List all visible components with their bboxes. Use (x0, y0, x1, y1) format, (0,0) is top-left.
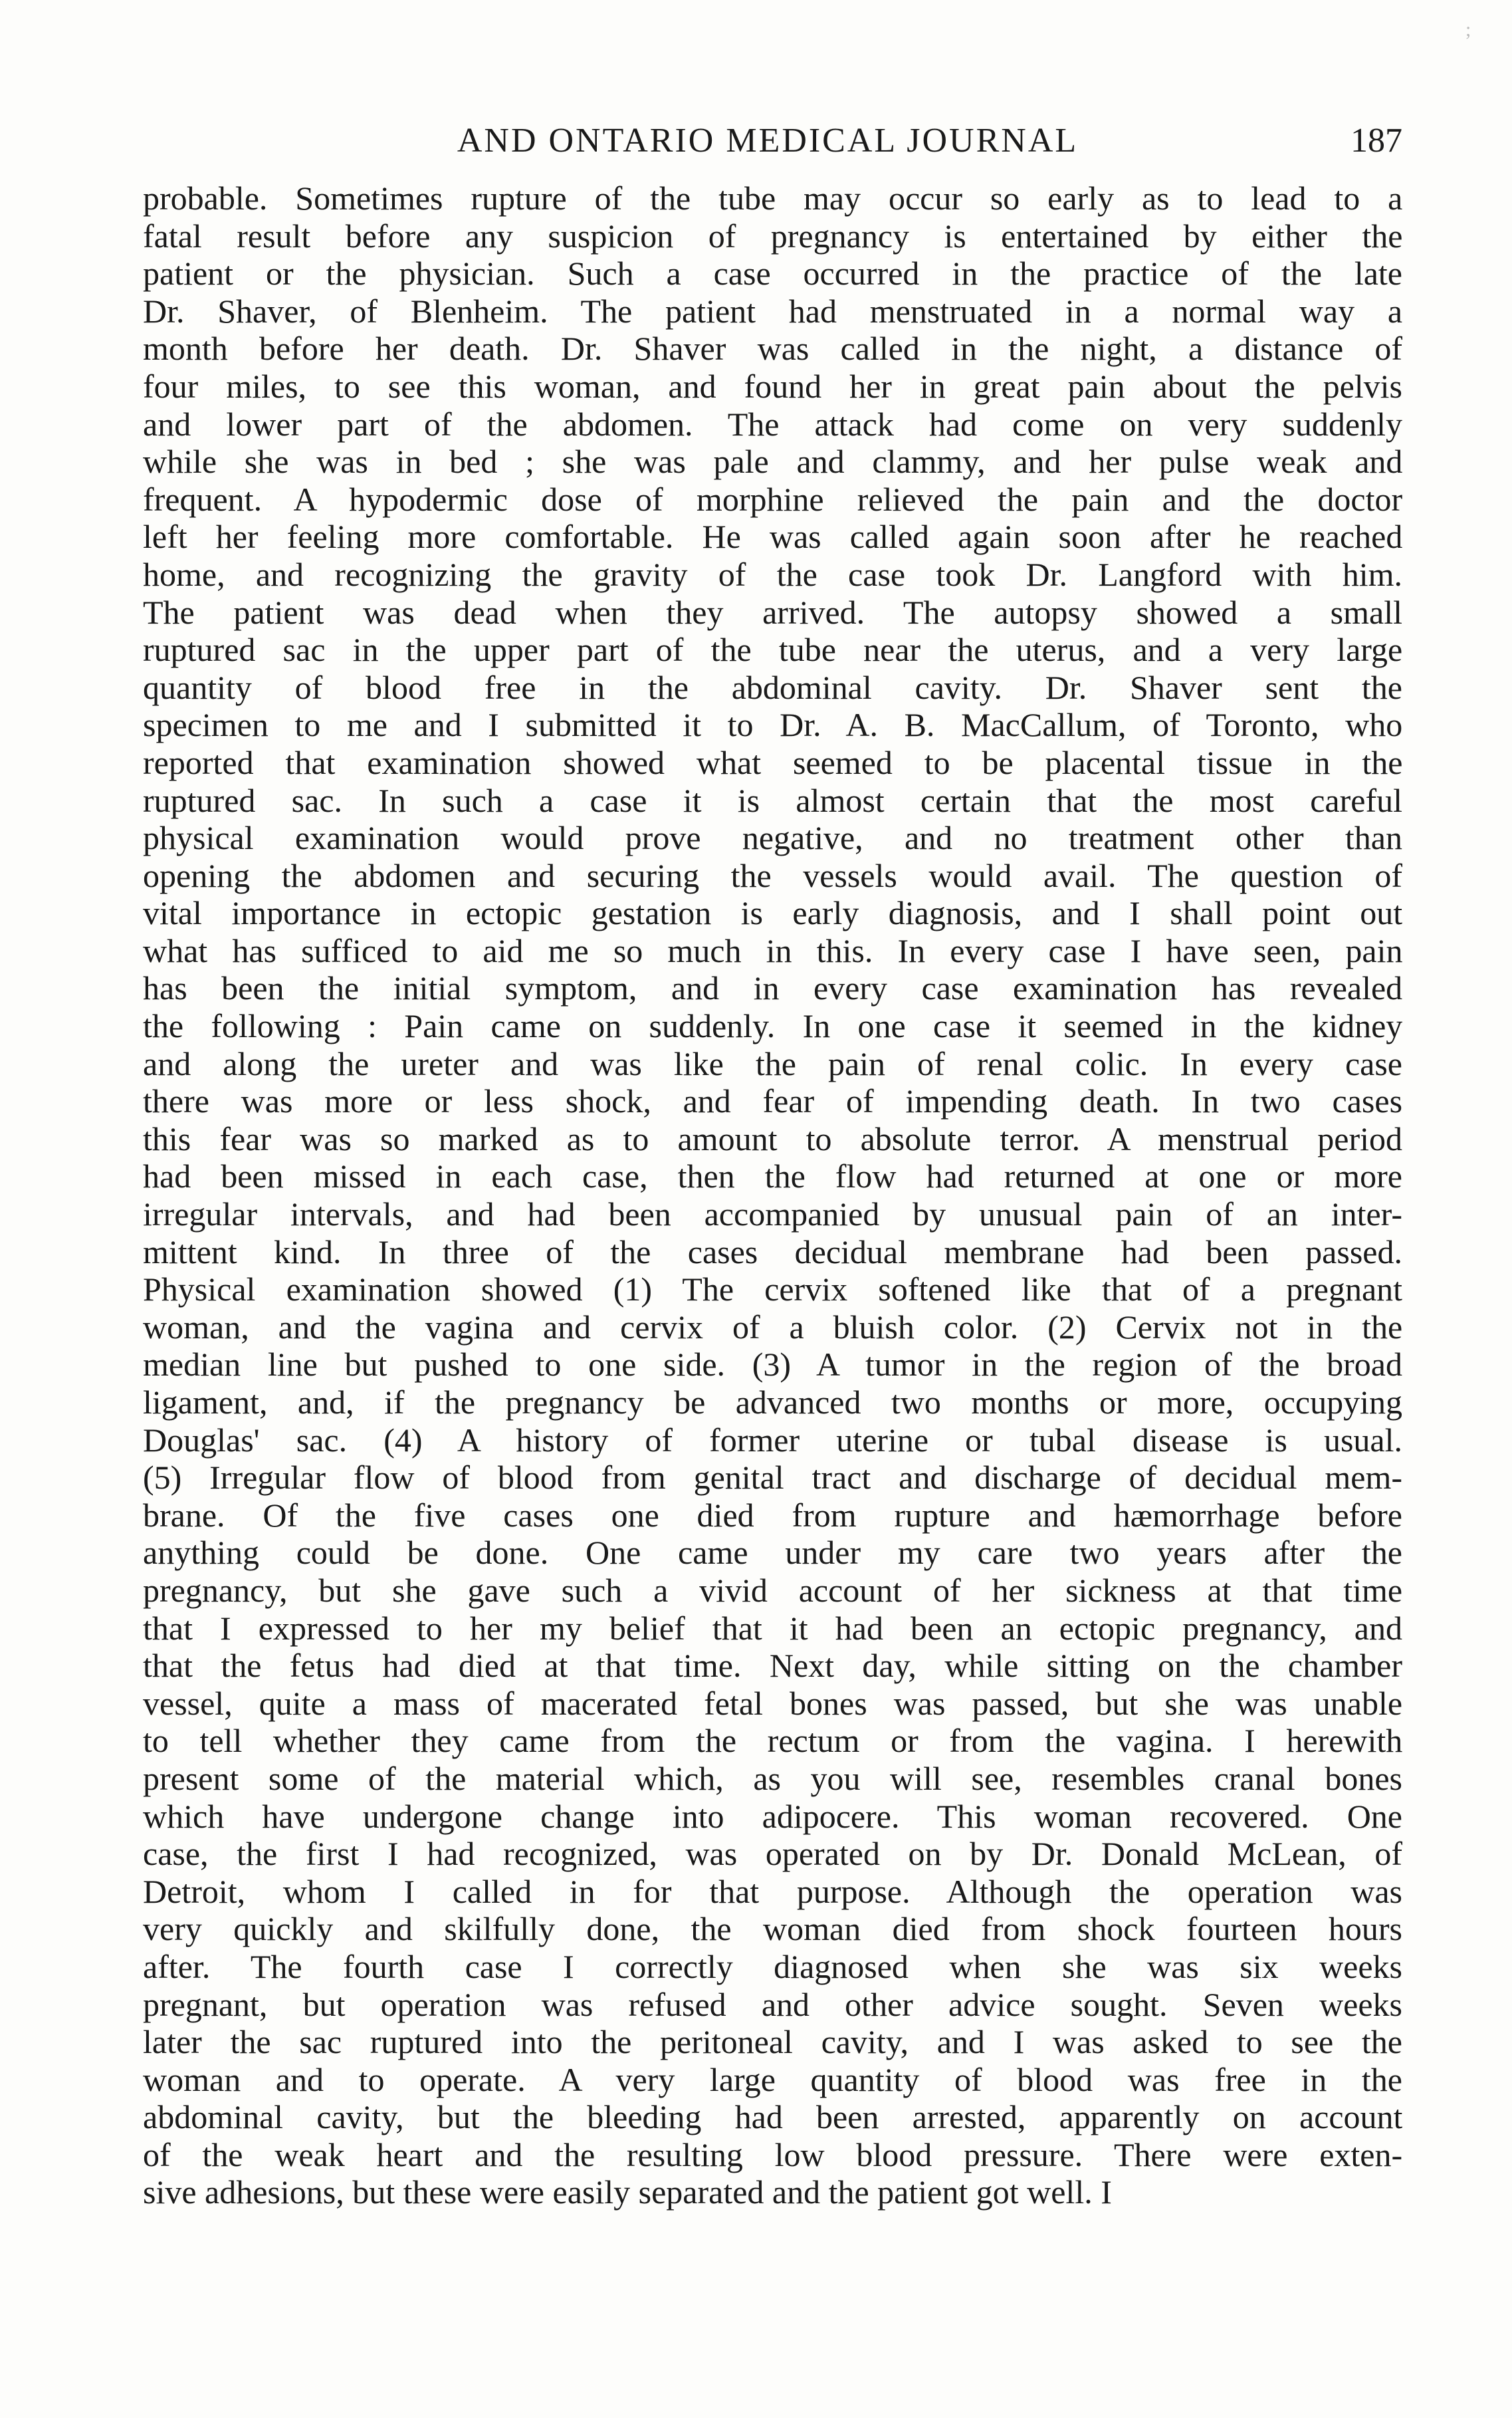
text-line: vital importance in ectopic gestation is early diagnosis, and I shall point out (143, 894, 1402, 932)
text-line: home, and recognizing the gravity of the case took Dr. Langford with him. (143, 555, 1402, 593)
text-line: very quickly and skilfully done, the woman died from shock fourteen hours (143, 1910, 1402, 1948)
text-line: vessel, quite a mass of macerated fetal bones was passed, but she was unable (143, 1684, 1402, 1722)
page-number: 187 (1350, 122, 1402, 160)
text-line: case, the first I had recognized, was operated on by Dr. Donald McLean, of (143, 1835, 1402, 1873)
text-line: four miles, to see this woman, and found her in great pain about the pelvis (143, 367, 1402, 405)
text-line: of the weak heart and the resulting low blood pressure. There were exten- (143, 2135, 1402, 2173)
text-line: pregnant, but operation was refused and other advice sought. Seven weeks (143, 1985, 1402, 2023)
text-line: woman and to operate. A very large quantity of blood was free in the (143, 2060, 1402, 2098)
text-line: opening the abdomen and securing the vessels would avail. The question of (143, 856, 1402, 894)
text-line: fatal result before any suspicion of pregnancy is entertained by either the (143, 217, 1402, 255)
text-line: (5) Irregular flow of blood from genital tract and discharge of decidual mem- (143, 1459, 1402, 1497)
text-line: and along the ureter and was like the pain of renal colic. In every case (143, 1044, 1402, 1082)
text-line: mittent kind. In three of the cases decidual membrane had been passed. (143, 1233, 1402, 1270)
text-line: Detroit, whom I called in for that purpose. Although the operation was (143, 1872, 1402, 1910)
text-line: and lower part of the abdomen. The attack had come on very suddenly (143, 405, 1402, 443)
text-line: this fear was so marked as to amount to absolute terror. A menstrual period (143, 1120, 1402, 1157)
text-line: while she was in bed ; she was pale and clammy, and her pulse weak and (143, 443, 1402, 481)
running-head (133, 114, 1402, 168)
text-line: Dr. Shaver, of Blenheim. The patient had menstruated in a normal way a (143, 292, 1402, 330)
text-line: had been missed in each case, then the flow had returned at one or more (143, 1157, 1402, 1195)
text-line: ruptured sac. In such a case it is almost certain that the most careful (143, 781, 1402, 819)
journal-title: AND ONTARIO MEDICAL JOURNAL (457, 122, 1079, 160)
text-line: pregnancy, but she gave such a vivid account of her sickness at that time (143, 1571, 1402, 1609)
text-line: that I expressed to her my belief that it had been an ectopic pregnancy, and (143, 1609, 1402, 1647)
text-line: the following : Pain came on suddenly. In one case it seemed in the kidney (143, 1007, 1402, 1045)
text-line: patient or the physician. Such a case occurred in the practice of the late (143, 255, 1402, 293)
corner-mark: ; (1465, 19, 1471, 41)
text-line: there was more or less shock, and fear of impending death. In two cases (143, 1082, 1402, 1120)
text-line: after. The fourth case I correctly diagnosed when she was six weeks (143, 1947, 1402, 1985)
text-line: month before her death. Dr. Shaver was called in the night, a distance of (143, 330, 1402, 368)
text-line: ligament, and, if the pregnancy be advanced two months or more, occupying (143, 1384, 1402, 1421)
text-line: The patient was dead when they arrived. The autopsy showed a small (143, 593, 1402, 631)
text-line: woman, and the vagina and cervix of a bluish color. (2) Cervix not in the (143, 1308, 1402, 1346)
text-line: Physical examination showed (1) The cervix softened like that of a pregnant (143, 1270, 1402, 1308)
text-line: median line but pushed to one side. (3) A tumor in the region of the broad (143, 1346, 1402, 1384)
text-line: brane. Of the five cases one died from rupture and hæmorrhage before (143, 1496, 1402, 1534)
text-line: what has sufficed to aid me so much in this. In every case I have seen, pain (143, 931, 1402, 969)
text-line: to tell whether they came from the rectum or from the vagina. I herewith (143, 1722, 1402, 1760)
text-line: reported that examination showed what seemed to be placental tissue in the (143, 743, 1402, 781)
text-line: which have undergone change into adipocere. This woman recovered. One (143, 1797, 1402, 1835)
text-line: irregular intervals, and had been accompanied by unusual pain of an inter- (143, 1195, 1402, 1233)
text-line: present some of the material which, as you will see, resembles cranal bones (143, 1759, 1402, 1797)
text-line: later the sac ruptured into the peritoneal cavity, and I was asked to see the (143, 2023, 1402, 2061)
text-line: quantity of blood free in the abdominal cavity. Dr. Shaver sent the (143, 668, 1402, 706)
text-line: physical examination would prove negative, and no treatment other than (143, 819, 1402, 857)
text-line: specimen to me and I submitted it to Dr. A. B. MacCallum, of Toronto, who (143, 706, 1402, 744)
text-line: probable. Sometimes rupture of the tube may occur so early as to lead to a (143, 180, 1402, 217)
text-line: anything could be done. One came under my care two years after the (143, 1534, 1402, 1572)
text-line: has been the initial symptom, and in every case examination has revealed (143, 969, 1402, 1007)
text-line: Douglas' sac. (4) A history of former uterine or tubal disease is usual. (143, 1421, 1402, 1459)
text-line: left her feeling more comfortable. He was called again soon after he reached (143, 518, 1402, 556)
text-line: abdominal cavity, but the bleeding had been arrested, apparently on account (143, 2098, 1402, 2136)
body-text (143, 180, 1402, 2211)
text-line: sive adhesions, but these were easily separated and the patient got well. I (143, 2173, 1112, 2211)
text-line: that the fetus had died at that time. Next day, while sitting on the chamber (143, 1647, 1402, 1685)
text-line: frequent. A hypodermic dose of morphine relieved the pain and the doctor (143, 480, 1402, 518)
text-line: ruptured sac in the upper part of the tube near the uterus, and a very large (143, 631, 1402, 669)
